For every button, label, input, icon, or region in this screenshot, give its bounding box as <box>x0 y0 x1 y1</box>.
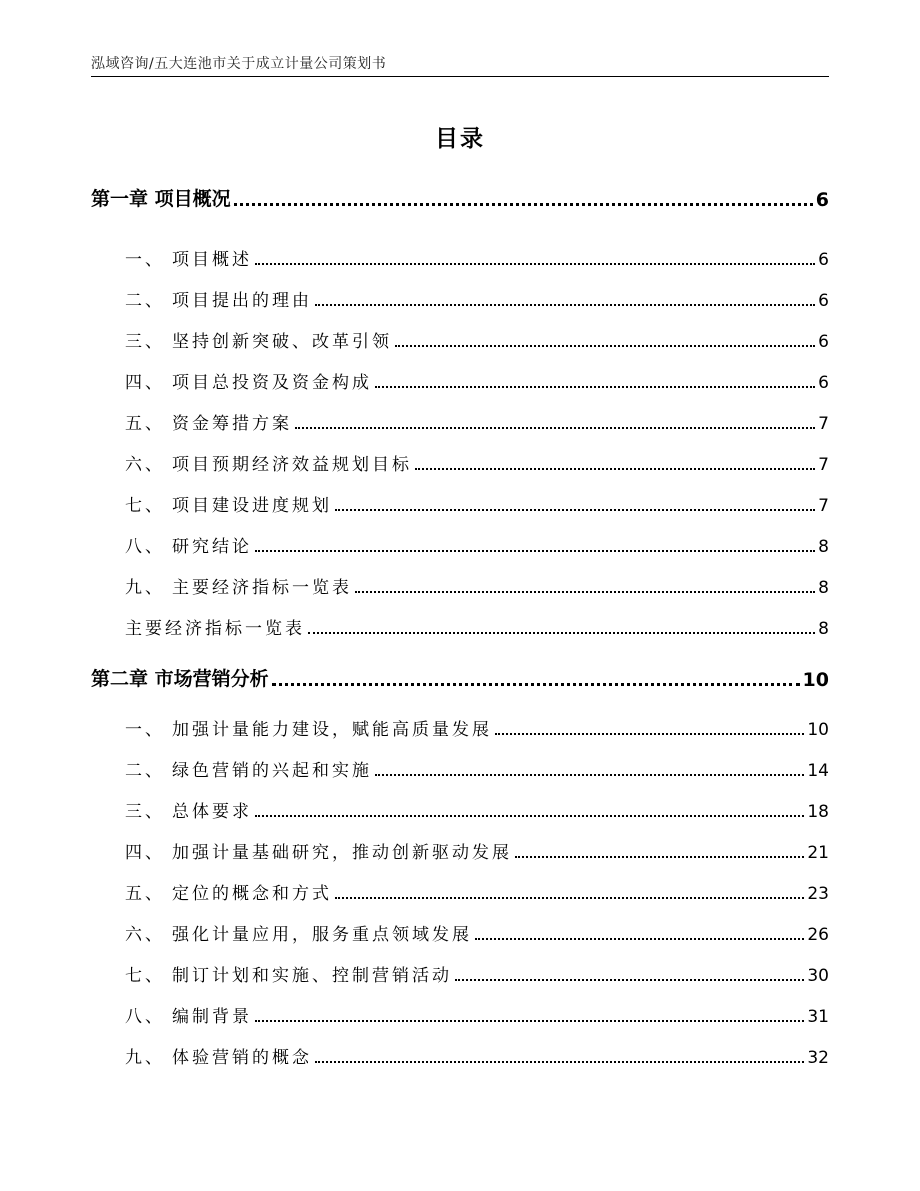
page-number: 8 <box>818 537 829 557</box>
section-title: 资金筹措方案 <box>172 414 292 434</box>
page-number: 32 <box>807 1048 829 1068</box>
dot-leader <box>495 733 804 735</box>
toc-entry[interactable] <box>91 450 829 475</box>
toc-title: 目录 <box>435 126 485 152</box>
section-title: 项目提出的理由 <box>172 291 312 311</box>
section-number: 二、 <box>125 291 165 311</box>
toc-entry[interactable] <box>91 286 829 311</box>
section-number: 五、 <box>125 884 165 904</box>
section-number: 二、 <box>125 761 165 781</box>
page-number: 6 <box>815 189 829 211</box>
section-number: 三、 <box>125 332 165 352</box>
toc-entry[interactable] <box>91 491 829 516</box>
section-title: 加强计量能力建设，赋能高质量发展 <box>172 720 492 740</box>
page-number: 14 <box>807 761 829 781</box>
toc-chapter[interactable] <box>91 664 829 691</box>
section-title: 加强计量基础研究，推动创新驱动发展 <box>172 843 512 863</box>
toc-entry[interactable] <box>91 715 829 740</box>
running-header: 泓域咨询/五大连池市关于成立计量公司策划书 <box>91 56 387 72</box>
header-rule <box>91 76 829 77</box>
dot-leader <box>455 979 804 981</box>
toc-entry[interactable] <box>91 245 829 270</box>
dot-leader <box>234 203 813 206</box>
section-number: 八、 <box>125 1007 165 1027</box>
dot-leader <box>255 263 815 265</box>
section-title: 定位的概念和方式 <box>172 884 332 904</box>
section-number: 一、 <box>125 250 165 270</box>
toc-entry[interactable] <box>91 327 829 352</box>
chapter-title: 第一章 项目概况 <box>91 188 231 210</box>
section-number: 七、 <box>125 496 165 516</box>
section-title: 项目预期经济效益规划目标 <box>172 455 412 475</box>
page-number: 10 <box>802 669 829 691</box>
dot-leader <box>335 509 815 511</box>
section-title: 编制背景 <box>172 1007 252 1027</box>
section-title: 主要经济指标一览表 <box>172 578 352 598</box>
page-number: 26 <box>807 925 829 945</box>
section-title: 总体要求 <box>172 802 252 822</box>
dot-leader <box>395 345 815 347</box>
section-title: 项目建设进度规划 <box>172 496 332 516</box>
page-number: 7 <box>818 455 829 475</box>
dot-leader <box>515 856 804 858</box>
dot-leader <box>255 1020 804 1022</box>
section-number: 一、 <box>125 720 165 740</box>
dot-leader <box>335 897 804 899</box>
toc-entry[interactable] <box>91 879 829 904</box>
dot-leader <box>255 550 815 552</box>
section-title: 强化计量应用，服务重点领域发展 <box>172 925 472 945</box>
chapter-title: 第二章 市场营销分析 <box>91 668 269 690</box>
page-number: 6 <box>818 332 829 352</box>
section-number: 四、 <box>125 843 165 863</box>
toc-entry[interactable] <box>91 1043 829 1068</box>
section-title: 项目总投资及资金构成 <box>172 373 372 393</box>
page-number: 21 <box>807 843 829 863</box>
section-title: 项目概述 <box>172 250 252 270</box>
toc-entry[interactable] <box>91 920 829 945</box>
section-title: 制订计划和实施、控制营销活动 <box>172 966 452 986</box>
section-number: 六、 <box>125 455 165 475</box>
section-number: 七、 <box>125 966 165 986</box>
dot-leader <box>272 683 800 686</box>
dot-leader <box>375 386 815 388</box>
page-number: 6 <box>818 373 829 393</box>
page-number: 6 <box>818 250 829 270</box>
toc-entry[interactable] <box>91 797 829 822</box>
page-number: 6 <box>818 291 829 311</box>
page-number: 31 <box>807 1007 829 1027</box>
section-title: 坚持创新突破、改革引领 <box>172 332 392 352</box>
section-number: 三、 <box>125 802 165 822</box>
toc-entry[interactable] <box>91 573 829 598</box>
toc-entry[interactable] <box>91 961 829 986</box>
section-number: 八、 <box>125 537 165 557</box>
page-number: 10 <box>807 720 829 740</box>
page-number: 30 <box>807 966 829 986</box>
dot-leader <box>355 591 815 593</box>
toc-entry[interactable] <box>91 532 829 557</box>
toc-entry[interactable] <box>91 409 829 434</box>
section-number: 四、 <box>125 373 165 393</box>
dot-leader <box>475 938 804 940</box>
toc-entry[interactable] <box>91 756 829 781</box>
dot-leader <box>375 774 804 776</box>
section-number: 九、 <box>125 578 165 598</box>
section-title: 主要经济指标一览表 <box>125 619 305 639</box>
section-number: 九、 <box>125 1048 165 1068</box>
page-number: 8 <box>818 578 829 598</box>
dot-leader <box>308 632 815 634</box>
section-title: 体验营销的概念 <box>172 1048 312 1068</box>
page-number: 7 <box>818 414 829 434</box>
section-title: 绿色营销的兴起和实施 <box>172 761 372 781</box>
toc-entry[interactable] <box>91 614 829 639</box>
toc-chapter[interactable] <box>91 184 829 211</box>
page-number: 8 <box>818 619 829 639</box>
dot-leader <box>295 427 815 429</box>
dot-leader <box>415 468 815 470</box>
section-number: 六、 <box>125 925 165 945</box>
page-number: 23 <box>807 884 829 904</box>
toc-entry[interactable] <box>91 1002 829 1027</box>
toc-entry[interactable] <box>91 838 829 863</box>
section-number: 五、 <box>125 414 165 434</box>
dot-leader <box>315 304 815 306</box>
dot-leader <box>255 815 804 817</box>
page-number: 7 <box>818 496 829 516</box>
page-number: 18 <box>807 802 829 822</box>
dot-leader <box>315 1061 804 1063</box>
toc-entry[interactable] <box>91 368 829 393</box>
section-title: 研究结论 <box>172 537 252 557</box>
